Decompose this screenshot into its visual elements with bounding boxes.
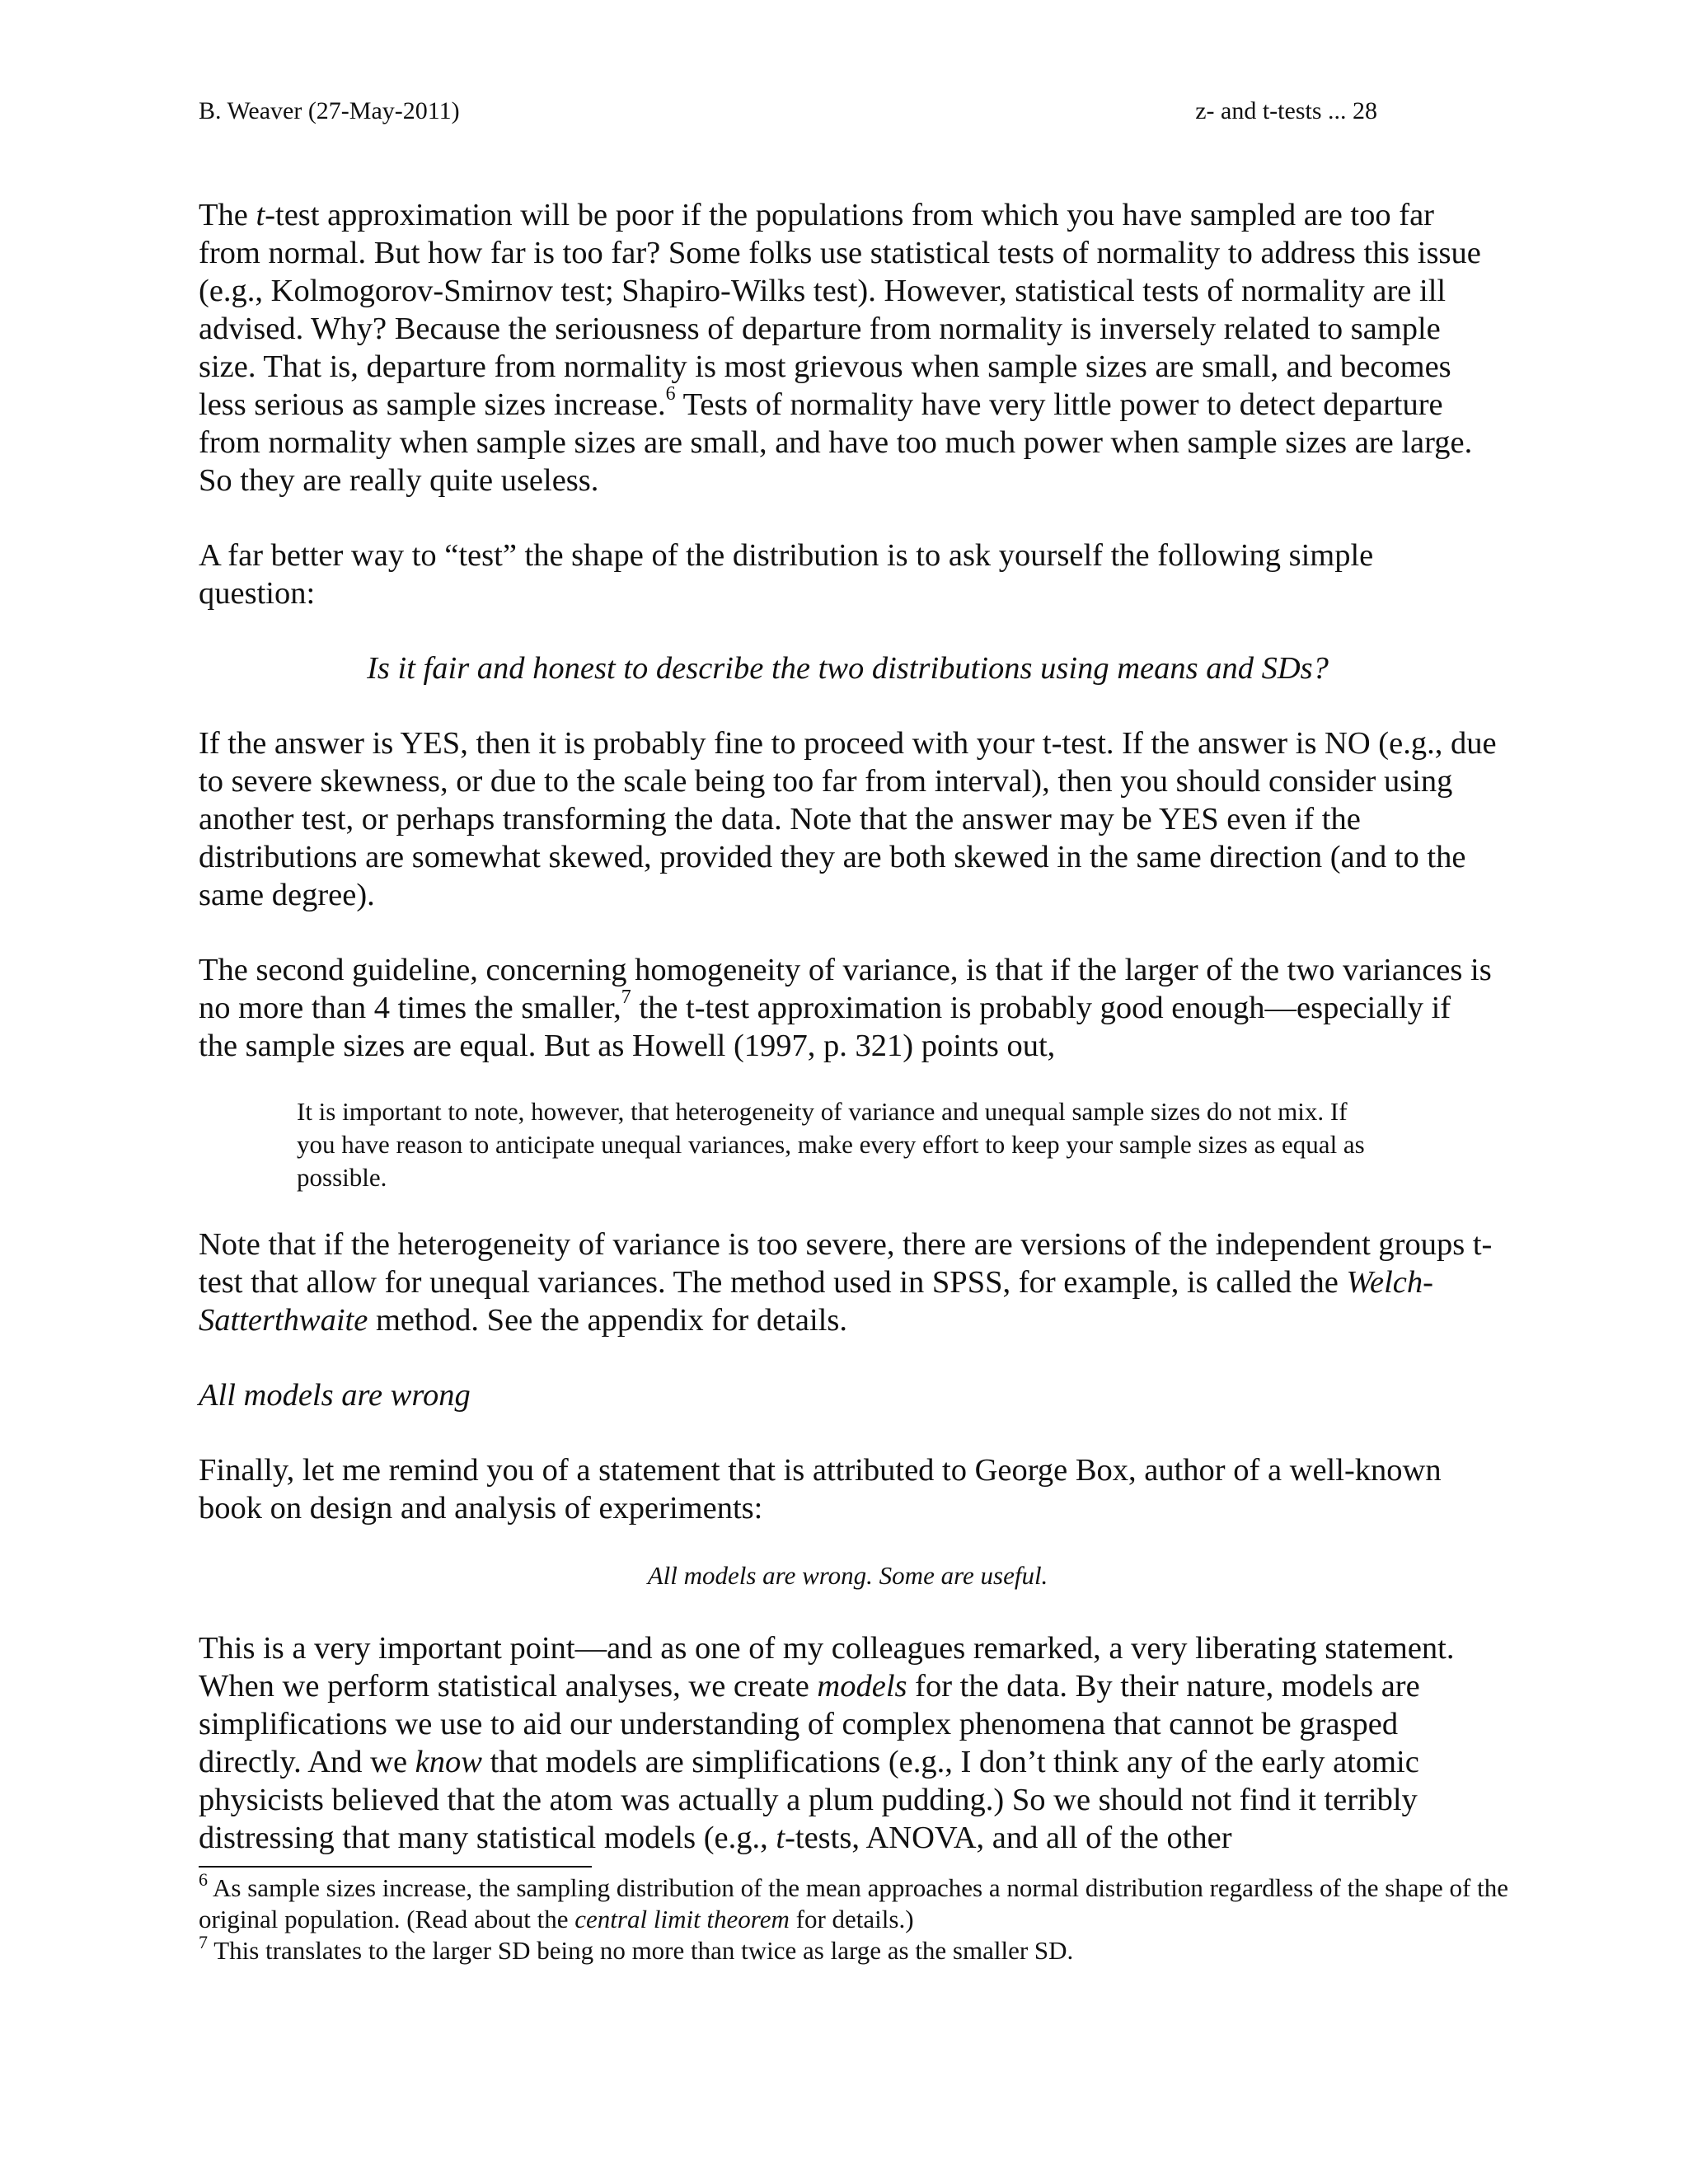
text-run: -tests, ANOVA, and all of the other [785,1821,1232,1855]
text-run: Tests of normality have very little power to detect departure from normality when sample sizes are small, and have too much power when sample sizes are large. So they are really quite useless. [199,387,1473,498]
footnote-number: 7 [199,1931,208,1952]
footnote-number: 6 [199,1868,208,1890]
paragraph-homogeneity [199,951,1497,1065]
italic-run: central limit theorem [574,1905,790,1933]
box-quote: All models are wrong. Some are useful. [647,1561,1048,1590]
text-run: method. See the appendix for details. [368,1303,847,1338]
text-run: -test approximation will be poor if the populations from which you have sampled are too far from normal. But how far is too far? Some folks use statistical tests of normality to address this issue (e.g., Kolmogorov-Smirnov test; Shapiro-Wilks test). However, statistical tests of normality are ill advised. Why? Because the seriousness of departure from normality is inversely related to sample size. That is, departure from normality is most grievous when sample sizes are small, and becomes less serious as sample sizes increase. [199,198,1481,422]
text-run: for details.) [789,1905,914,1933]
text-run: This translates to the larger SD being no more than twice as large as the smaller SD. [208,1936,1074,1965]
text-run: As sample sizes increase, the sampling distribution of the mean approaches a normal distribution regardless of the shape of the original population. (Read about the [199,1873,1508,1933]
header-author-date: B. Weaver (27-May-2011) [199,97,460,124]
italic-run: models [817,1669,907,1704]
header-title-page-number: z- and t-tests ... 28 [1195,97,1377,124]
text-run: Note that if the heterogeneity of variance is too severe, there are versions of the independent groups t-test that allow for unequal variances. The method used in SPSS, for example, is called the [199,1227,1493,1300]
paragraph-better-way: A far better way to “test” the shape of the distribution is to ask yourself the following simple question: [199,538,1374,611]
footnote-separator [199,1866,592,1868]
text-run: The [199,198,256,232]
italic-run: t [776,1821,785,1855]
text-run: for the data. By their nature, models are simplifications we use to aid our understanding of complex phenomena that cannot be grasped directly. And we [199,1669,1420,1779]
paragraph-answer: If the answer is YES, then it is probably fine to proceed with your t-test. If the answer is NO (e.g., due to severe skewness, or due to the scale being too far from interval), then you should consider using another test, or perhaps transforming the data. Note that the answer may be YES even if the distributions are somewhat skewed, provided they are both skewed in the same direction (and to the same degree). [199,726,1497,912]
italic-run: Welch-Satterthwaite [199,1265,1433,1338]
text-run: the t-test approximation is probably good enough—especially if the sample sizes are equal. But as Howell (1997, p. 321) points out, [199,991,1451,1063]
page-header [199,97,1377,130]
paragraph-welch [199,1226,1497,1339]
section-heading: All models are wrong [199,1378,471,1413]
text-run: This is a very important point—and as one of my colleagues remarked, a very liberating statement. When we perform statistical analyses, we create [199,1631,1455,1704]
footnote-6 [199,1868,1517,1935]
footnote-ref-6[interactable]: 6 [665,383,676,405]
footnotes [199,1868,1517,1966]
footnote-7 [199,1931,1517,1966]
document-body [199,196,1497,1894]
paragraph-george-box: Finally, let me remind you of a statement that is attributed to George Box, author of a well-known book on design and analysis of experiments: [199,1453,1442,1526]
paragraph-normality [199,196,1497,499]
text-run: The second guideline, concerning homogeneity of variance, is that if the larger of the two variances is no more than 4 times the smaller, [199,953,1492,1025]
text-run: that models are simplifications (e.g., I don’t think any of the early atomic physicists believed that the atom was actually a plum pudding.) So we should not find it terribly distressing that many statistical models (e.g., [199,1745,1419,1855]
italic-run: t [256,198,265,232]
block-quote-howell: It is important to note, however, that heterogeneity of variance and unequal sample sizes do not mix. If you have reason to anticipate unequal variances, make every effort to keep your sample sizes as equal as possible. [297,1097,1365,1192]
footnote-ref-7[interactable]: 7 [621,987,631,1009]
paragraph-models [199,1629,1497,1857]
italic-run: know [415,1745,482,1779]
question-centered: Is it fair and honest to describe the two distributions using means and SDs? [367,651,1329,686]
